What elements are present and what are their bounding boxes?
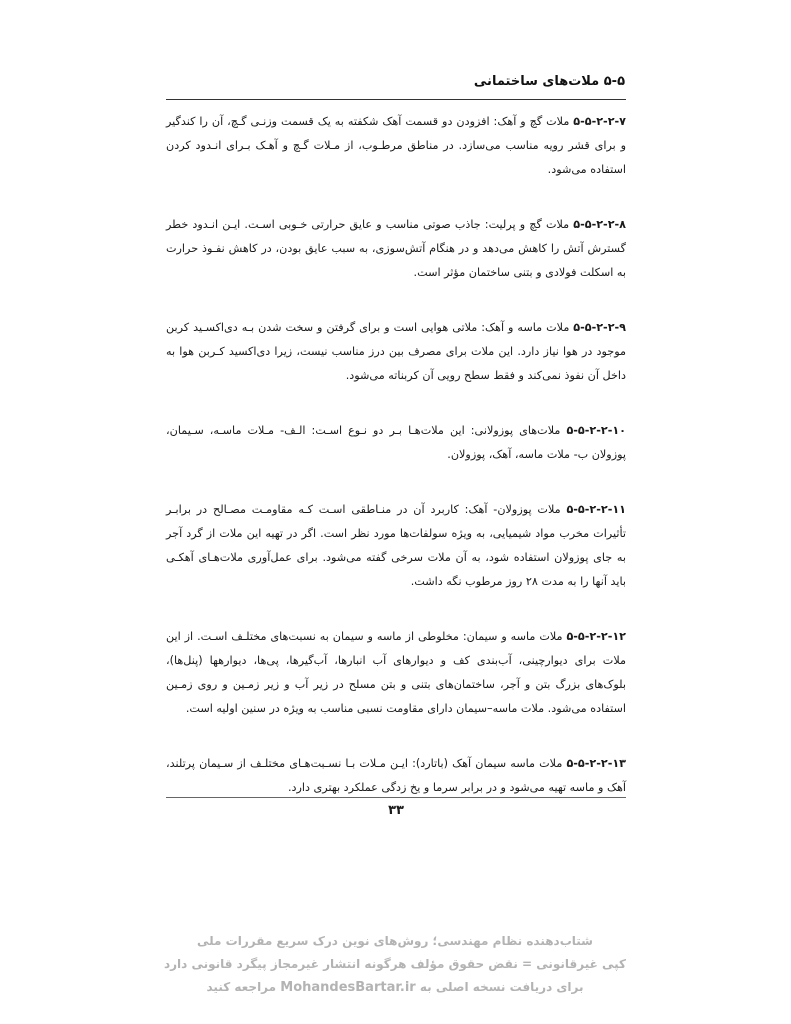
watermark-brand: MohandesBartar.ir (280, 980, 416, 995)
paragraph-number: ۵-۵-۲-۲-۹ (573, 321, 626, 334)
header-divider (166, 99, 626, 100)
watermark-line-3-prefix: برای دریافت نسخه اصلی به (419, 980, 584, 994)
paragraph-text: ملات‌های پوزولانی: این ملات‌هـا بـر دو نـوع اسـت: الـف- مـلات ماسـه، سـیمان، پوزولان ب- ملات ماسه، آهک، پوزولان. (166, 424, 626, 461)
paragraph-text: ملات پوزولان- آهک: کاربرد آن در منـاطقی اسـت کـه مقاومـت مصـالح در برابـر تأثیرات مخرب مواد شیمیایی، به ویژه سولفات‌ها مورد نظر است. اگر در تهیه این ملات از گرد آجر به جای پوزولان استفاده شود، به آن ملات سرخی گفته می‌شود. برای عمل‌آوری ملات‌هـای آهکـی باید آنها را به مدت ۲۸ روز مرطوب نگه داشت. (166, 503, 626, 588)
body-content (166, 110, 626, 831)
page-number: ۳۳ (388, 803, 404, 818)
watermark (160, 930, 630, 999)
paragraph-number: ۵-۵-۲-۲-۷ (573, 115, 626, 128)
paragraph-text: ملات ماسه و آهک: ملاتی هوایی است و برای گرفتن و سخت شدن بـه دی‌اکسـید کربن موجود در هوا نیاز دارد. این ملات برای مصرف بین درز مناسب نیست، زیرا دی‌اکسید کـربن هوا به داخل آن نفوذ نمی‌کند و فقط سطح رویی آن کربناته می‌شود. (166, 321, 626, 382)
paragraph-12 (166, 625, 626, 721)
watermark-line-3-suffix: مراجعه کنید (206, 980, 277, 994)
paragraph-number: ۵-۵-۲-۲-۸ (573, 218, 626, 231)
paragraph-number: ۵-۵-۲-۲-۱۲ (566, 630, 626, 643)
paragraph-number: ۵-۵-۲-۲-۱۳ (566, 757, 626, 770)
watermark-line-3 (160, 976, 630, 999)
paragraph-number: ۵-۵-۲-۲-۱۱ (566, 503, 626, 516)
paragraph-10 (166, 419, 626, 467)
paragraph-13 (166, 752, 626, 800)
watermark-line-2: کپی غیرقانونی = نقض حقوق مؤلف هرگونه انتشار غیرمجاز پیگرد قانونی دارد (163, 957, 627, 971)
paragraph-text: ملات ماسه و سیمان: مخلوطی از ماسه و سیمان به نسبت‌های مختلـف اسـت. از این ملات برای دیوارچینی، آب‌بندی کف و دیوارهای آب انبارها، آب‌گیرها، پی‌ها، دیوارهها (پنل‌ها)، بلوک‌های بزرگ بتن و آجر، ساختمان‌های بتنی و بتن مسلح در زیر آب و زیر زمـین و روی زمـین استفاده می‌شود. ملات ماسه–سیمان دارای مقاومت نسبی مناسب به ویژه در سنین اولیه است. (166, 630, 626, 715)
paragraph-9 (166, 316, 626, 388)
paragraph-11 (166, 498, 626, 594)
paragraph-7 (166, 110, 626, 182)
footer-divider (166, 797, 626, 798)
section-title: ۵-۵ ملات‌های ساختمانی (473, 74, 625, 89)
watermark-line-1: شتاب‌دهنده نظام مهندسی؛ روش‌های نوین درک سریع مقررات ملی (197, 934, 593, 948)
paragraph-text: ملات گچ و آهک: افزودن دو قسمت آهک شکفته به یک قسمت وزنـی گـچ، آن را کندگیر و برای قشر رویه مناسب می‌سازد. در مناطق مرطـوب، از مـلات گـچ و آهـک بـرای انـدود کردن استفاده می‌شود. (166, 115, 626, 176)
paragraph-text: ملات گچ و پرلیت: جاذب صوتی مناسب و عایق حرارتی خـوبی اسـت. ایـن انـدود خطر گسترش آتش را کاهش می‌دهد و در هنگام آتش‌سوزی، به سبب عایق بودن، در کاهش نفـوذ حرارت به اسکلت فولادی و بتنی ساختمان مؤثر است. (166, 218, 626, 279)
paragraph-8 (166, 213, 626, 285)
paragraph-number: ۵-۵-۲-۲-۱۰ (566, 424, 626, 437)
paragraph-text: ملات ماسه سیمان آهک (باتارد): ایـن مـلات بـا نسـبت‌هـای مختلـف از سـیمان پرتلند، آهک و ماسه تهیه می‌شود و در برابر سرما و یخ زدگی عملکرد بهتری دارد. (166, 757, 626, 794)
